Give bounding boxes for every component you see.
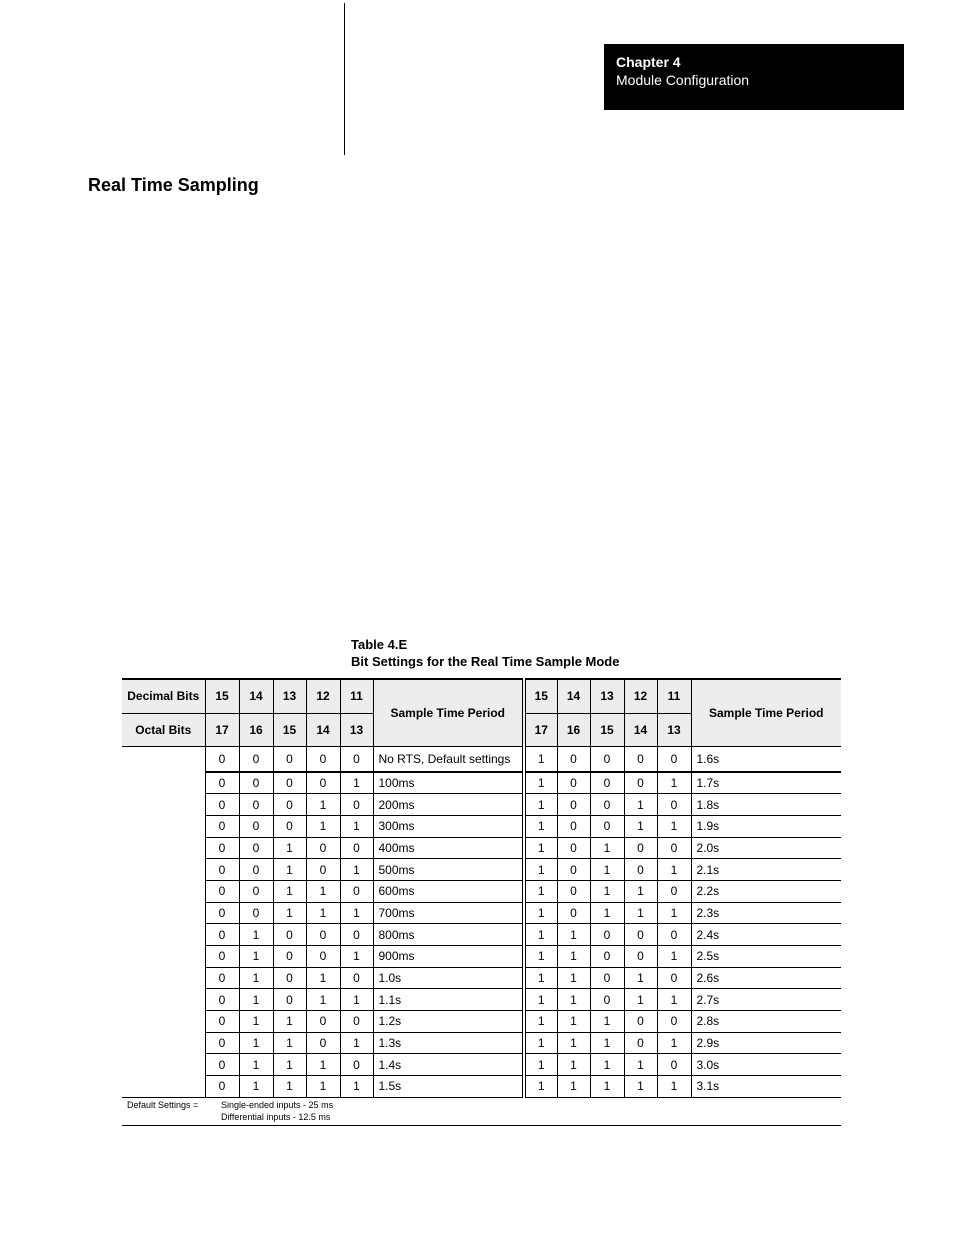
table-row	[122, 989, 841, 1011]
bit-value: 1	[524, 859, 557, 881]
bit-value: 1	[239, 1054, 273, 1076]
bit-value: 0	[624, 946, 657, 968]
bit-value: 0	[340, 837, 373, 859]
sample-time-period: 2.5s	[691, 946, 841, 968]
table-caption	[351, 636, 619, 670]
bit-value: 1	[306, 794, 340, 816]
bit-value: 0	[205, 880, 239, 902]
sample-time-period: 2.3s	[691, 902, 841, 924]
bit-value: 1	[590, 902, 624, 924]
decimal-bit: 12	[624, 679, 657, 713]
bit-value: 1	[273, 1011, 306, 1033]
decimal-bits-label: Decimal Bits	[122, 679, 205, 713]
table-row	[122, 815, 841, 837]
bit-value: 0	[657, 837, 691, 859]
bit-value: 1	[557, 1076, 590, 1098]
table-row	[122, 902, 841, 924]
bit-value: 0	[306, 946, 340, 968]
chapter-number: Chapter 4	[616, 54, 681, 70]
bit-value: 1	[306, 989, 340, 1011]
bit-value: 1	[340, 1076, 373, 1098]
bit-value: 1	[524, 1054, 557, 1076]
row-label-spacer	[122, 1011, 205, 1033]
bit-value: 1	[624, 989, 657, 1011]
bit-value: 1	[657, 1032, 691, 1054]
sample-time-period: 3.1s	[691, 1076, 841, 1098]
bit-value: 1	[657, 772, 691, 794]
row-label-spacer	[122, 794, 205, 816]
bit-value: 0	[590, 794, 624, 816]
bit-value: 1	[524, 967, 557, 989]
bit-value: 0	[590, 924, 624, 946]
row-label-spacer	[122, 815, 205, 837]
sample-time-period: 1.8s	[691, 794, 841, 816]
decimal-bit: 11	[657, 679, 691, 713]
table-number: Table 4.E	[351, 637, 408, 652]
bit-value: 0	[239, 902, 273, 924]
table-row	[122, 1011, 841, 1033]
sample-time-period: 1.0s	[373, 967, 524, 989]
table-row	[122, 967, 841, 989]
bit-value: 0	[239, 815, 273, 837]
bit-value: 0	[340, 746, 373, 772]
bit-value: 0	[657, 924, 691, 946]
bit-value: 1	[273, 1032, 306, 1054]
bit-value: 1	[273, 837, 306, 859]
bit-value: 0	[590, 746, 624, 772]
bit-value: 1	[524, 794, 557, 816]
sample-time-period: 2.0s	[691, 837, 841, 859]
bit-value: 0	[306, 859, 340, 881]
octal-bit: 17	[524, 713, 557, 746]
sample-time-period: 100ms	[373, 772, 524, 794]
table-row	[122, 746, 841, 772]
bit-value: 0	[306, 772, 340, 794]
sample-time-period: 2.8s	[691, 1011, 841, 1033]
row-label-spacer	[122, 880, 205, 902]
bit-value: 1	[239, 924, 273, 946]
bit-value: 1	[557, 967, 590, 989]
bit-value: 1	[657, 902, 691, 924]
bit-value: 1	[524, 989, 557, 1011]
bit-value: 0	[624, 859, 657, 881]
sample-time-period: 500ms	[373, 859, 524, 881]
bit-value: 0	[273, 794, 306, 816]
bit-value: 0	[340, 1054, 373, 1076]
table-row	[122, 924, 841, 946]
bit-value: 0	[205, 946, 239, 968]
bit-value: 1	[239, 1011, 273, 1033]
bit-value: 1	[524, 815, 557, 837]
bit-value: 1	[557, 1032, 590, 1054]
bit-value: 0	[657, 880, 691, 902]
bit-value: 0	[624, 1011, 657, 1033]
bit-value: 1	[657, 859, 691, 881]
bit-value: 1	[524, 1076, 557, 1098]
bit-value: 1	[306, 815, 340, 837]
bit-value: 0	[557, 815, 590, 837]
bit-value: 0	[239, 837, 273, 859]
bit-value: 1	[306, 1076, 340, 1098]
bit-value: 1	[657, 1076, 691, 1098]
sample-time-period: 1.3s	[373, 1032, 524, 1054]
sample-time-period: No RTS, Default settings	[373, 746, 524, 772]
section-title: Real Time Sampling	[88, 175, 259, 195]
decimal-bit: 11	[340, 679, 373, 713]
bit-settings-table	[122, 678, 841, 1098]
sample-time-period: 400ms	[373, 837, 524, 859]
bit-value: 0	[273, 772, 306, 794]
octal-bit: 16	[557, 713, 590, 746]
row-label-spacer	[122, 1076, 205, 1098]
bit-value: 0	[340, 1011, 373, 1033]
bit-value: 0	[657, 746, 691, 772]
bit-value: 1	[306, 967, 340, 989]
bit-value: 0	[239, 859, 273, 881]
sample-time-period: 2.9s	[691, 1032, 841, 1054]
bit-value: 1	[557, 1054, 590, 1076]
row-label-spacer	[122, 946, 205, 968]
bit-value: 0	[273, 989, 306, 1011]
row-label-spacer	[122, 967, 205, 989]
bit-value: 0	[239, 880, 273, 902]
sample-time-period: 700ms	[373, 902, 524, 924]
row-label-spacer	[122, 1032, 205, 1054]
octal-bit: 16	[239, 713, 273, 746]
bit-value: 0	[590, 772, 624, 794]
bit-value: 0	[205, 989, 239, 1011]
bit-value: 0	[557, 772, 590, 794]
sample-time-period: 1.1s	[373, 989, 524, 1011]
octal-bit: 13	[340, 713, 373, 746]
row-label-spacer	[122, 924, 205, 946]
default-settings-label: Default Settings =	[127, 1100, 199, 1110]
decimal-bit: 13	[590, 679, 624, 713]
octal-bits-label: Octal Bits	[122, 713, 205, 746]
sample-time-period: 3.0s	[691, 1054, 841, 1076]
sample-time-period: 1.6s	[691, 746, 841, 772]
bit-value: 1	[524, 746, 557, 772]
bit-value: 0	[624, 837, 657, 859]
bit-value: 1	[557, 989, 590, 1011]
bit-value: 0	[205, 794, 239, 816]
bit-value: 0	[205, 902, 239, 924]
octal-bit: 15	[273, 713, 306, 746]
bit-value: 1	[239, 1076, 273, 1098]
row-label-spacer	[122, 837, 205, 859]
bit-value: 0	[239, 746, 273, 772]
bit-value: 1	[524, 837, 557, 859]
margin-rule	[344, 3, 345, 155]
bit-value: 1	[273, 1054, 306, 1076]
bit-value: 1	[340, 815, 373, 837]
bit-value: 0	[273, 746, 306, 772]
table-row	[122, 837, 841, 859]
bit-value: 1	[524, 946, 557, 968]
octal-bit: 14	[624, 713, 657, 746]
row-label-spacer	[122, 772, 205, 794]
bit-value: 0	[340, 924, 373, 946]
bit-value: 1	[524, 880, 557, 902]
chapter-title: Module Configuration	[616, 72, 750, 88]
bit-value: 0	[205, 1076, 239, 1098]
chapter-header	[604, 44, 904, 110]
bit-value: 0	[657, 1054, 691, 1076]
decimal-bit: 12	[306, 679, 340, 713]
bit-value: 0	[624, 924, 657, 946]
bit-value: 0	[590, 967, 624, 989]
bit-value: 0	[557, 837, 590, 859]
bit-value: 0	[624, 1032, 657, 1054]
bit-value: 1	[524, 1011, 557, 1033]
bit-value: 0	[205, 837, 239, 859]
row-label-spacer	[122, 746, 205, 772]
bit-value: 1	[273, 859, 306, 881]
bit-value: 0	[557, 746, 590, 772]
bit-value: 0	[624, 746, 657, 772]
bit-value: 1	[239, 967, 273, 989]
bit-value: 1	[340, 902, 373, 924]
decimal-bit: 15	[524, 679, 557, 713]
bit-value: 1	[306, 902, 340, 924]
bit-value: 0	[205, 815, 239, 837]
sample-time-period: 2.4s	[691, 924, 841, 946]
bit-value: 1	[624, 1076, 657, 1098]
sample-time-period: 200ms	[373, 794, 524, 816]
bit-value: 1	[239, 989, 273, 1011]
differential-default: Differential inputs - 12.5 ms	[221, 1112, 331, 1122]
decimal-bits-row	[122, 679, 841, 713]
sample-time-period: 300ms	[373, 815, 524, 837]
default-settings-note	[122, 1097, 841, 1126]
octal-bit: 13	[657, 713, 691, 746]
table-title: Bit Settings for the Real Time Sample Mode	[351, 654, 620, 669]
bit-value: 0	[557, 880, 590, 902]
bit-value: 1	[590, 1011, 624, 1033]
bit-value: 1	[273, 902, 306, 924]
bit-value: 0	[273, 815, 306, 837]
bit-value: 0	[340, 880, 373, 902]
bit-value: 1	[590, 1054, 624, 1076]
sample-time-period-header: Sample Time Period	[691, 679, 841, 746]
bit-value: 1	[557, 924, 590, 946]
bit-value: 1	[624, 902, 657, 924]
bit-value: 1	[524, 772, 557, 794]
single-ended-default: Single-ended inputs - 25 ms	[221, 1100, 334, 1110]
decimal-bit: 15	[205, 679, 239, 713]
table-row	[122, 772, 841, 794]
bit-value: 1	[273, 1076, 306, 1098]
sample-time-period: 900ms	[373, 946, 524, 968]
sample-time-period: 1.4s	[373, 1054, 524, 1076]
table-row	[122, 1032, 841, 1054]
bit-value: 0	[306, 1032, 340, 1054]
bit-value: 0	[205, 772, 239, 794]
octal-bit: 15	[590, 713, 624, 746]
sample-time-period: 1.5s	[373, 1076, 524, 1098]
bit-value: 1	[273, 880, 306, 902]
bit-value: 1	[524, 1032, 557, 1054]
sample-time-period: 600ms	[373, 880, 524, 902]
table-row	[122, 1054, 841, 1076]
bit-value: 0	[273, 946, 306, 968]
table-row	[122, 880, 841, 902]
bit-value: 0	[340, 794, 373, 816]
bit-value: 0	[239, 772, 273, 794]
bit-value: 1	[590, 1076, 624, 1098]
bit-value: 1	[340, 1032, 373, 1054]
bit-value: 0	[273, 967, 306, 989]
bit-value: 0	[657, 967, 691, 989]
bit-value: 1	[624, 967, 657, 989]
octal-bit: 14	[306, 713, 340, 746]
bit-value: 1	[624, 815, 657, 837]
bit-value: 1	[590, 859, 624, 881]
sample-time-period: 800ms	[373, 924, 524, 946]
bit-value: 1	[590, 837, 624, 859]
table-row	[122, 859, 841, 881]
bit-value: 1	[590, 880, 624, 902]
bit-value: 1	[590, 1032, 624, 1054]
bit-value: 1	[624, 794, 657, 816]
bit-value: 1	[624, 880, 657, 902]
sample-time-period: 1.7s	[691, 772, 841, 794]
bit-value: 1	[624, 1054, 657, 1076]
bit-value: 0	[306, 746, 340, 772]
row-label-spacer	[122, 859, 205, 881]
bit-value: 0	[590, 989, 624, 1011]
bit-value: 1	[657, 946, 691, 968]
bit-value: 1	[557, 946, 590, 968]
bit-value: 1	[340, 772, 373, 794]
bit-value: 0	[590, 815, 624, 837]
bit-value: 0	[205, 859, 239, 881]
bit-value: 0	[557, 794, 590, 816]
table-row	[122, 1076, 841, 1098]
row-label-spacer	[122, 989, 205, 1011]
bit-value: 1	[657, 815, 691, 837]
bit-value: 0	[657, 794, 691, 816]
sample-time-period: 2.1s	[691, 859, 841, 881]
bit-value: 1	[340, 989, 373, 1011]
bit-value: 1	[524, 924, 557, 946]
bit-value: 0	[205, 924, 239, 946]
bit-value: 1	[306, 880, 340, 902]
bit-value: 0	[624, 772, 657, 794]
bit-value: 1	[524, 902, 557, 924]
bit-value: 0	[205, 1011, 239, 1033]
decimal-bit: 14	[239, 679, 273, 713]
bit-value: 0	[205, 746, 239, 772]
default-settings-values	[221, 1099, 333, 1123]
bit-value: 0	[273, 924, 306, 946]
bit-value: 0	[205, 1032, 239, 1054]
bit-value: 1	[340, 859, 373, 881]
row-label-spacer	[122, 902, 205, 924]
sample-time-period: 2.2s	[691, 880, 841, 902]
bit-value: 0	[557, 902, 590, 924]
octal-bit: 17	[205, 713, 239, 746]
sample-time-period-header: Sample Time Period	[373, 679, 524, 746]
bit-value: 1	[557, 1011, 590, 1033]
bit-value: 1	[657, 989, 691, 1011]
bit-value: 0	[590, 946, 624, 968]
bit-value: 0	[306, 924, 340, 946]
decimal-bit: 14	[557, 679, 590, 713]
bit-value: 0	[205, 1054, 239, 1076]
decimal-bit: 13	[273, 679, 306, 713]
bit-value: 1	[306, 1054, 340, 1076]
bit-value: 0	[306, 1011, 340, 1033]
bit-value: 0	[657, 1011, 691, 1033]
bit-value: 1	[340, 946, 373, 968]
sample-time-period: 1.2s	[373, 1011, 524, 1033]
table-row	[122, 794, 841, 816]
table-row	[122, 946, 841, 968]
sample-time-period: 2.7s	[691, 989, 841, 1011]
bit-value: 1	[239, 1032, 273, 1054]
bit-value: 0	[239, 794, 273, 816]
bit-value: 0	[205, 967, 239, 989]
sample-time-period: 1.9s	[691, 815, 841, 837]
bit-value: 0	[340, 967, 373, 989]
bit-value: 0	[306, 837, 340, 859]
bit-value: 0	[557, 859, 590, 881]
sample-time-period: 2.6s	[691, 967, 841, 989]
bit-value: 1	[239, 946, 273, 968]
row-label-spacer	[122, 1054, 205, 1076]
